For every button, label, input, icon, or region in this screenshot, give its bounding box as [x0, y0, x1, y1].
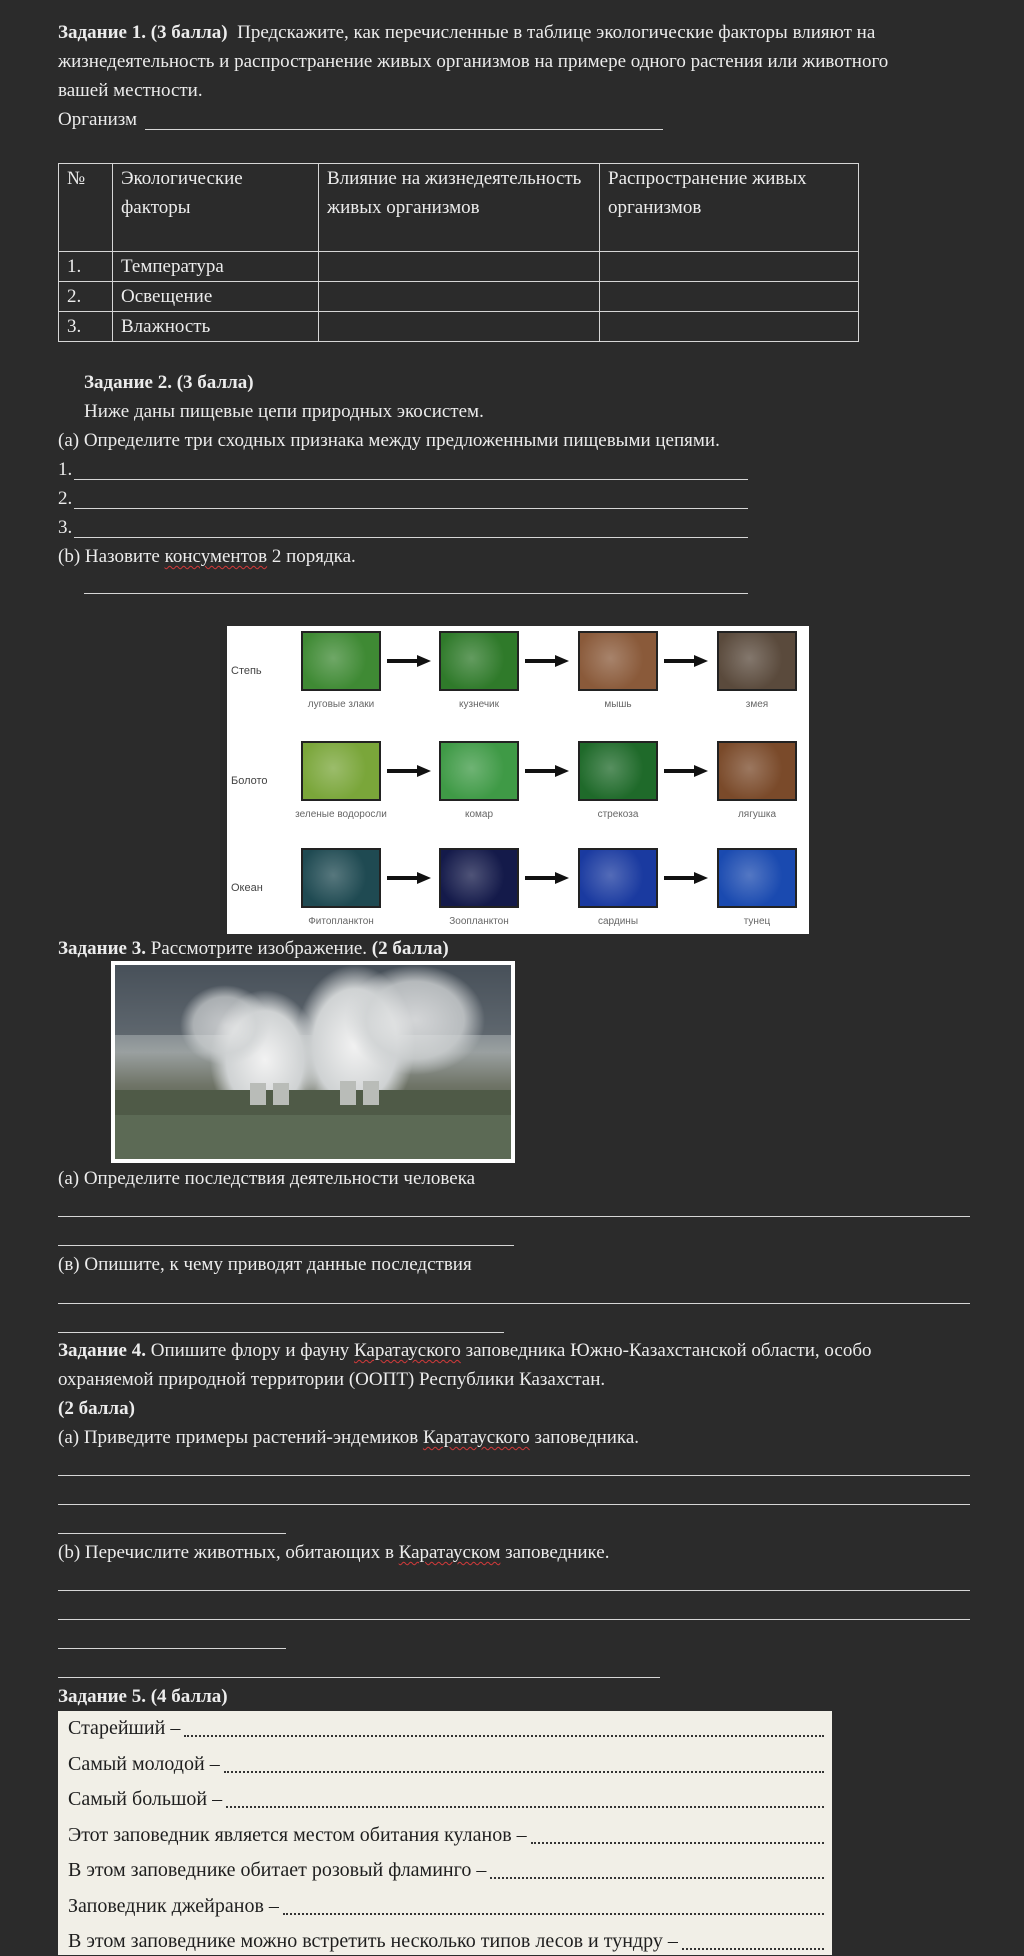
organism-caption: змея	[745, 699, 769, 710]
header-factors: Экологические факторы	[113, 164, 319, 252]
list-item	[68, 1891, 824, 1921]
list-item	[68, 1926, 824, 1956]
influence-cell[interactable]	[319, 282, 600, 312]
list-item	[68, 1855, 824, 1885]
task1-text-line3: вашей местности.	[58, 80, 203, 101]
answer-dotted-line[interactable]	[531, 1842, 824, 1844]
spell-flagged-word: Каратауском	[398, 1542, 501, 1563]
task4-question-a: (а) Приведите примеры растений-эндемиков Каратауского заповедника.	[58, 1427, 640, 1448]
answer-number-1: 1.	[58, 459, 73, 480]
task4-answer-line[interactable]	[58, 1677, 660, 1678]
task3-question-a: (а) Определите последствия деятельности человека	[58, 1168, 476, 1189]
list-item	[68, 1820, 824, 1850]
task4-answer-line[interactable]	[58, 1475, 970, 1476]
food-chains-figure	[227, 626, 809, 934]
organism-thumbnail	[301, 741, 381, 801]
organism-caption: сардины	[597, 916, 639, 927]
distribution-cell[interactable]	[600, 252, 859, 282]
task3-answer-line[interactable]	[58, 1245, 514, 1246]
task1-heading: Задание 1. (3 балла)	[58, 22, 228, 43]
answer-dotted-line[interactable]	[283, 1913, 824, 1915]
answer-line-2[interactable]	[74, 508, 748, 509]
task3-title: Задание 3. Рассмотрите изображение. (2 балла)	[58, 938, 449, 959]
organism-thumbnail	[717, 848, 797, 908]
answer-dotted-line[interactable]	[226, 1806, 824, 1808]
arrow-right-icon	[387, 872, 431, 884]
list-item-label: Этот заповедник является местом обитания куланов –	[68, 1823, 527, 1846]
task3-question-b: (в) Опишите, к чему приводят данные последствия	[58, 1254, 472, 1275]
influence-cell[interactable]	[319, 312, 600, 342]
organism-thumbnail	[578, 741, 658, 801]
list-item	[68, 1749, 824, 1779]
row-factor: Влажность	[113, 312, 319, 342]
ecosystem-label: Степь	[231, 665, 262, 677]
task3-heading: Задание 3.	[58, 938, 146, 959]
arrow-right-icon	[387, 765, 431, 777]
arrow-right-icon	[525, 655, 569, 667]
task4-paragraph: Задание 4. Опишите флору и фауну Каратауского заповедника Южно-Казахстанской области, особо охраняемой природной территории (ООПТ) Республики Казахстан. (2 балла) (а) Приведите примеры растений-эндемиков Каратауского заповедника.	[58, 1336, 872, 1452]
spell-flagged-word: Каратауского	[422, 1427, 530, 1448]
answer-dotted-line[interactable]	[490, 1877, 824, 1879]
list-item-label: В этом заповеднике можно встретить несколько типов лесов и тундру –	[68, 1930, 678, 1952]
organism-caption: Фитопланктон	[308, 916, 374, 927]
row-num: 2.	[59, 282, 113, 312]
task2-intro: Ниже даны пищевые цепи природных экосистем.	[84, 401, 484, 422]
spell-flagged-word: Каратауского	[354, 1340, 461, 1361]
task4-question-b: (b) Перечислите животных, обитающих в Каратауском заповеднике.	[58, 1542, 610, 1563]
task1-text-line2: жизнедеятельность и распространение живых организмов на примере одного растения или животного	[58, 51, 889, 72]
ecological-factors-table	[58, 163, 859, 342]
list-item-label: Самый большой –	[68, 1788, 223, 1810]
organism-thumbnail	[301, 848, 381, 908]
task4-answer-line[interactable]	[58, 1533, 286, 1534]
task2-question-b: (b) Назовите консументов 2 порядка.	[58, 546, 356, 567]
table-row	[59, 252, 859, 282]
task1-paragraph	[58, 18, 1008, 134]
organism-caption: луговые злаки	[307, 699, 375, 710]
task4-answer-line[interactable]	[58, 1648, 286, 1649]
arrow-right-icon	[525, 872, 569, 884]
ecosystem-label: Океан	[231, 882, 263, 894]
row-factor: Освещение	[113, 282, 319, 312]
table-row	[59, 312, 859, 342]
spell-flagged-word: консументов	[164, 546, 268, 567]
organism-thumbnail	[439, 741, 519, 801]
organism-caption: комар	[464, 809, 494, 820]
answer-line-b[interactable]	[84, 593, 748, 594]
organism-thumbnail	[578, 631, 658, 691]
task5-heading: Задание 5. (4 балла)	[58, 1686, 228, 1707]
answer-number-2: 2.	[58, 488, 73, 509]
answer-number-3: 3.	[58, 517, 73, 538]
organism-caption: мышь	[604, 699, 632, 710]
reserves-list-scan	[58, 1711, 832, 1955]
row-factor: Температура	[113, 252, 319, 282]
list-item-label: В этом заповеднике обитает розовый фламинго –	[68, 1859, 487, 1881]
arrow-right-icon	[664, 765, 708, 777]
task4-heading: Задание 4.	[58, 1340, 146, 1361]
influence-cell[interactable]	[319, 252, 600, 282]
task2-heading: Задание 2. (3 балла)	[84, 372, 254, 393]
organism-caption: зеленые водоросли	[295, 809, 387, 820]
answer-dotted-line[interactable]	[682, 1948, 824, 1950]
distribution-cell[interactable]	[600, 312, 859, 342]
list-item-label: Самый молодой –	[68, 1752, 220, 1775]
organism-thumbnail	[301, 631, 381, 691]
organism-caption: Зоопланктон	[449, 916, 509, 927]
list-item	[68, 1713, 824, 1743]
arrow-right-icon	[664, 872, 708, 884]
answer-dotted-line[interactable]	[184, 1735, 824, 1737]
organism-caption: стрекоза	[597, 809, 639, 820]
row-num: 3.	[59, 312, 113, 342]
task3-answer-line[interactable]	[58, 1216, 970, 1217]
ecosystem-label: Болото	[231, 775, 268, 787]
answer-line-3[interactable]	[74, 537, 748, 538]
answer-dotted-line[interactable]	[224, 1771, 824, 1773]
header-distribution: Распространение живых организмов	[600, 164, 859, 252]
table-header-row	[59, 164, 859, 252]
task2-question-a: (a) Определите три сходных признака между предложенными пищевыми цепями.	[58, 430, 720, 451]
arrow-right-icon	[525, 765, 569, 777]
organism-thumbnail	[717, 741, 797, 801]
smokestacks-image	[115, 965, 511, 1159]
task3-points: (2 балла)	[371, 938, 449, 959]
organism-answer-line[interactable]	[145, 129, 663, 130]
organism-caption: кузнечик	[459, 699, 499, 710]
task3-answer-line[interactable]	[58, 1332, 504, 1333]
task4-line2: охраняемой природной территории (ООПТ) Республики Казахстан.	[58, 1369, 606, 1390]
list-item-label: Заповедник джейранов –	[68, 1894, 279, 1917]
power-plant-smoke-photo	[111, 961, 515, 1163]
task1-text-line1: Предскажите, как перечисленные в таблице экологические факторы влияют на	[237, 22, 876, 43]
task4-answer-line[interactable]	[58, 1590, 970, 1591]
organism-thumbnail	[439, 631, 519, 691]
distribution-cell[interactable]	[600, 282, 859, 312]
arrow-right-icon	[387, 655, 431, 667]
header-num: №	[59, 164, 113, 252]
answer-line-1[interactable]	[74, 479, 748, 480]
list-item-label: Старейший –	[68, 1717, 181, 1739]
list-item	[68, 1784, 824, 1814]
task4-answer-line[interactable]	[58, 1504, 970, 1505]
arrow-right-icon	[664, 655, 708, 667]
organism-caption: лягушка	[737, 809, 777, 820]
task4-points: (2 балла)	[58, 1398, 135, 1419]
organism-label: Организм	[58, 109, 138, 130]
organism-caption: тунец	[743, 916, 771, 927]
organism-thumbnail	[717, 631, 797, 691]
task4-answer-line[interactable]	[58, 1619, 970, 1620]
organism-thumbnail	[439, 848, 519, 908]
task3-answer-line[interactable]	[58, 1303, 970, 1304]
header-influence: Влияние на жизнедеятельность живых организмов	[319, 164, 600, 252]
organism-thumbnail	[578, 848, 658, 908]
table-row	[59, 282, 859, 312]
row-num: 1.	[59, 252, 113, 282]
